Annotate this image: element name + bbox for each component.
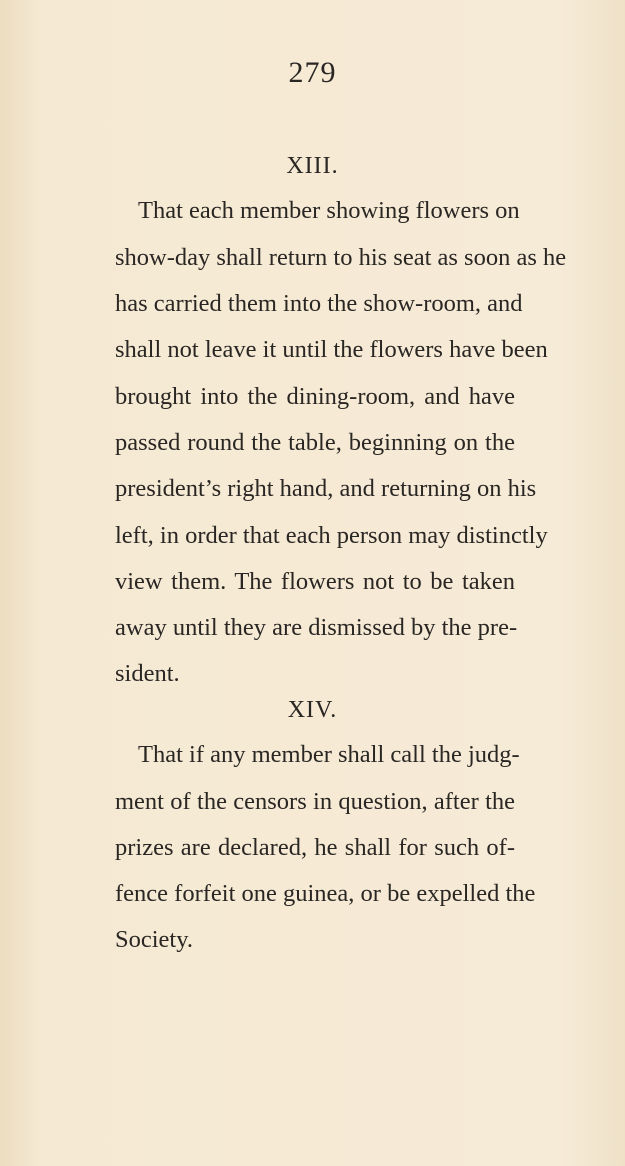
text-line: away until they are dismissed by the pre- xyxy=(115,614,518,641)
text-line: Society. xyxy=(115,926,194,953)
text-line: view them. The flowers not to be taken xyxy=(115,568,515,595)
text-line: president’s right hand, and returning on his xyxy=(115,475,537,502)
page-number: 279 xyxy=(288,56,337,89)
text-line: That if any member shall call the judg- xyxy=(138,741,520,768)
section-heading-xiii: XIII. xyxy=(286,153,339,179)
text-line: left, in order that each person may distinctly xyxy=(115,522,548,549)
text-line: fence forfeit one guinea, or be expelled the xyxy=(115,880,536,907)
text-line: has carried them into the show-room, and xyxy=(115,290,523,317)
text-line: prizes are declared, he shall for such of- xyxy=(115,834,515,861)
text-line: ment of the censors in question, after the xyxy=(115,788,515,815)
text-line: shall not leave it until the flowers have been xyxy=(115,336,548,363)
text-line: That each member showing flowers on xyxy=(138,197,520,224)
text-line: passed round the table, beginning on the xyxy=(115,429,515,456)
text-line: sident. xyxy=(115,660,180,687)
text-line: brought into the dining-room, and have xyxy=(115,383,515,410)
text-line: show-day shall return to his seat as soon as he xyxy=(115,244,567,271)
section-heading-xiv: XIV. xyxy=(287,697,338,723)
